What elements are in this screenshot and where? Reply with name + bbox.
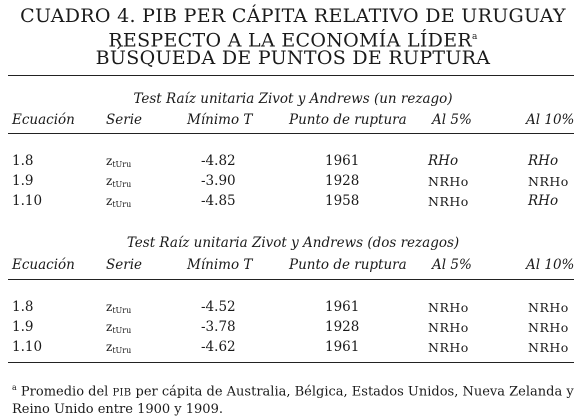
cell-minimo-t: -4.85 bbox=[201, 193, 236, 209]
header-ecuacion: Ecuación bbox=[12, 112, 75, 128]
cell-al-10: RHo bbox=[528, 153, 559, 169]
serie-subscript: tUru bbox=[112, 180, 132, 189]
footnote-text-2: per cápita de Australia, Bélgica, Estados Unidos, Nueva Zelanda y Reino Unido entre 1900 y 1909. bbox=[12, 384, 574, 418]
footnote bbox=[12, 379, 578, 418]
cell-punto-ruptura: 1961 bbox=[325, 299, 360, 315]
serie-subscript: tUru bbox=[112, 160, 132, 169]
cell-al-10: NRHo bbox=[528, 340, 569, 355]
header-rule-2 bbox=[8, 279, 574, 280]
serie-subscript: tUru bbox=[112, 326, 132, 335]
cell-al-10: NRHo bbox=[528, 174, 569, 189]
cell-punto-ruptura: 1961 bbox=[325, 153, 360, 169]
header-rule-1 bbox=[8, 133, 574, 134]
header-al-5: Al 5% bbox=[432, 257, 472, 273]
cell-minimo-t: -4.52 bbox=[201, 299, 236, 315]
serie-var: z bbox=[106, 300, 113, 314]
footnote-mark: a bbox=[12, 383, 17, 392]
cell-ecuacion: 1.8 bbox=[12, 153, 34, 169]
header-al-10: Al 10% bbox=[526, 257, 575, 273]
cell-ecuacion: 1.9 bbox=[12, 173, 34, 189]
footnote-pib: PIB bbox=[112, 387, 132, 399]
cell-al-5: RHo bbox=[428, 153, 459, 169]
cell-minimo-t: -3.90 bbox=[201, 173, 236, 189]
serie-subscript: tUru bbox=[112, 200, 132, 209]
cell-minimo-t: -4.62 bbox=[201, 339, 236, 355]
header-minimo-t: Mínimo T bbox=[187, 257, 253, 273]
header-ecuacion: Ecuación bbox=[12, 257, 75, 273]
serie-var: z bbox=[106, 194, 113, 208]
panel-1-title: Test Raíz unitaria Zivot y Andrews (un rezago) bbox=[133, 91, 453, 107]
cell-serie bbox=[106, 174, 131, 189]
cell-al-10: NRHo bbox=[528, 320, 569, 335]
cell-serie bbox=[106, 194, 131, 209]
table-title-line-1: CUADRO 4. PIB PER CÁPITA RELATIVO DE URUGUAY bbox=[20, 5, 566, 27]
table-title-line-2-text: RESPECTO A LA ECONOMÍA LÍDER bbox=[108, 29, 472, 52]
cell-punto-ruptura: 1958 bbox=[325, 193, 360, 209]
cell-serie bbox=[106, 154, 131, 169]
cell-ecuacion: 1.8 bbox=[12, 299, 34, 315]
header-minimo-t: Mínimo T bbox=[187, 112, 253, 128]
cell-minimo-t: -3.78 bbox=[201, 319, 236, 335]
cell-punto-ruptura: 1928 bbox=[325, 173, 360, 189]
panel-2-title: Test Raíz unitaria Zivot y Andrews (dos rezagos) bbox=[126, 235, 460, 251]
cell-minimo-t: -4.82 bbox=[201, 153, 236, 169]
header-al-5: Al 5% bbox=[432, 112, 472, 128]
cell-al-10: NRHo bbox=[528, 300, 569, 315]
header-serie: Serie bbox=[106, 112, 142, 128]
cell-ecuacion: 1.9 bbox=[12, 319, 34, 335]
table-title-line-3: BÚSQUEDA DE PUNTOS DE RUPTURA bbox=[95, 47, 491, 69]
cell-serie bbox=[106, 320, 131, 335]
cell-al-5: NRHo bbox=[428, 320, 469, 335]
header-al-10: Al 10% bbox=[526, 112, 575, 128]
cell-al-5: NRHo bbox=[428, 194, 469, 209]
cell-ecuacion: 1.10 bbox=[12, 339, 43, 355]
cell-ecuacion: 1.10 bbox=[12, 193, 43, 209]
header-punto-ruptura: Punto de ruptura bbox=[289, 257, 407, 273]
footnote-text-1: Promedio del bbox=[16, 384, 113, 400]
cell-al-5: NRHo bbox=[428, 300, 469, 315]
serie-var: z bbox=[106, 340, 113, 354]
cell-al-10: RHo bbox=[528, 193, 559, 209]
serie-var: z bbox=[106, 320, 113, 334]
cell-serie bbox=[106, 340, 131, 355]
serie-subscript: tUru bbox=[112, 306, 132, 315]
cell-punto-ruptura: 1928 bbox=[325, 319, 360, 335]
serie-var: z bbox=[106, 174, 113, 188]
serie-var: z bbox=[106, 154, 113, 168]
top-rule bbox=[8, 75, 574, 76]
header-serie: Serie bbox=[106, 257, 142, 273]
bottom-rule bbox=[8, 362, 574, 363]
serie-subscript: tUru bbox=[112, 346, 132, 355]
cell-punto-ruptura: 1961 bbox=[325, 339, 360, 355]
cell-serie bbox=[106, 300, 131, 315]
cell-al-5: NRHo bbox=[428, 340, 469, 355]
header-punto-ruptura: Punto de ruptura bbox=[289, 112, 407, 128]
cell-al-5: NRHo bbox=[428, 174, 469, 189]
title-footnote-mark: a bbox=[471, 32, 478, 42]
